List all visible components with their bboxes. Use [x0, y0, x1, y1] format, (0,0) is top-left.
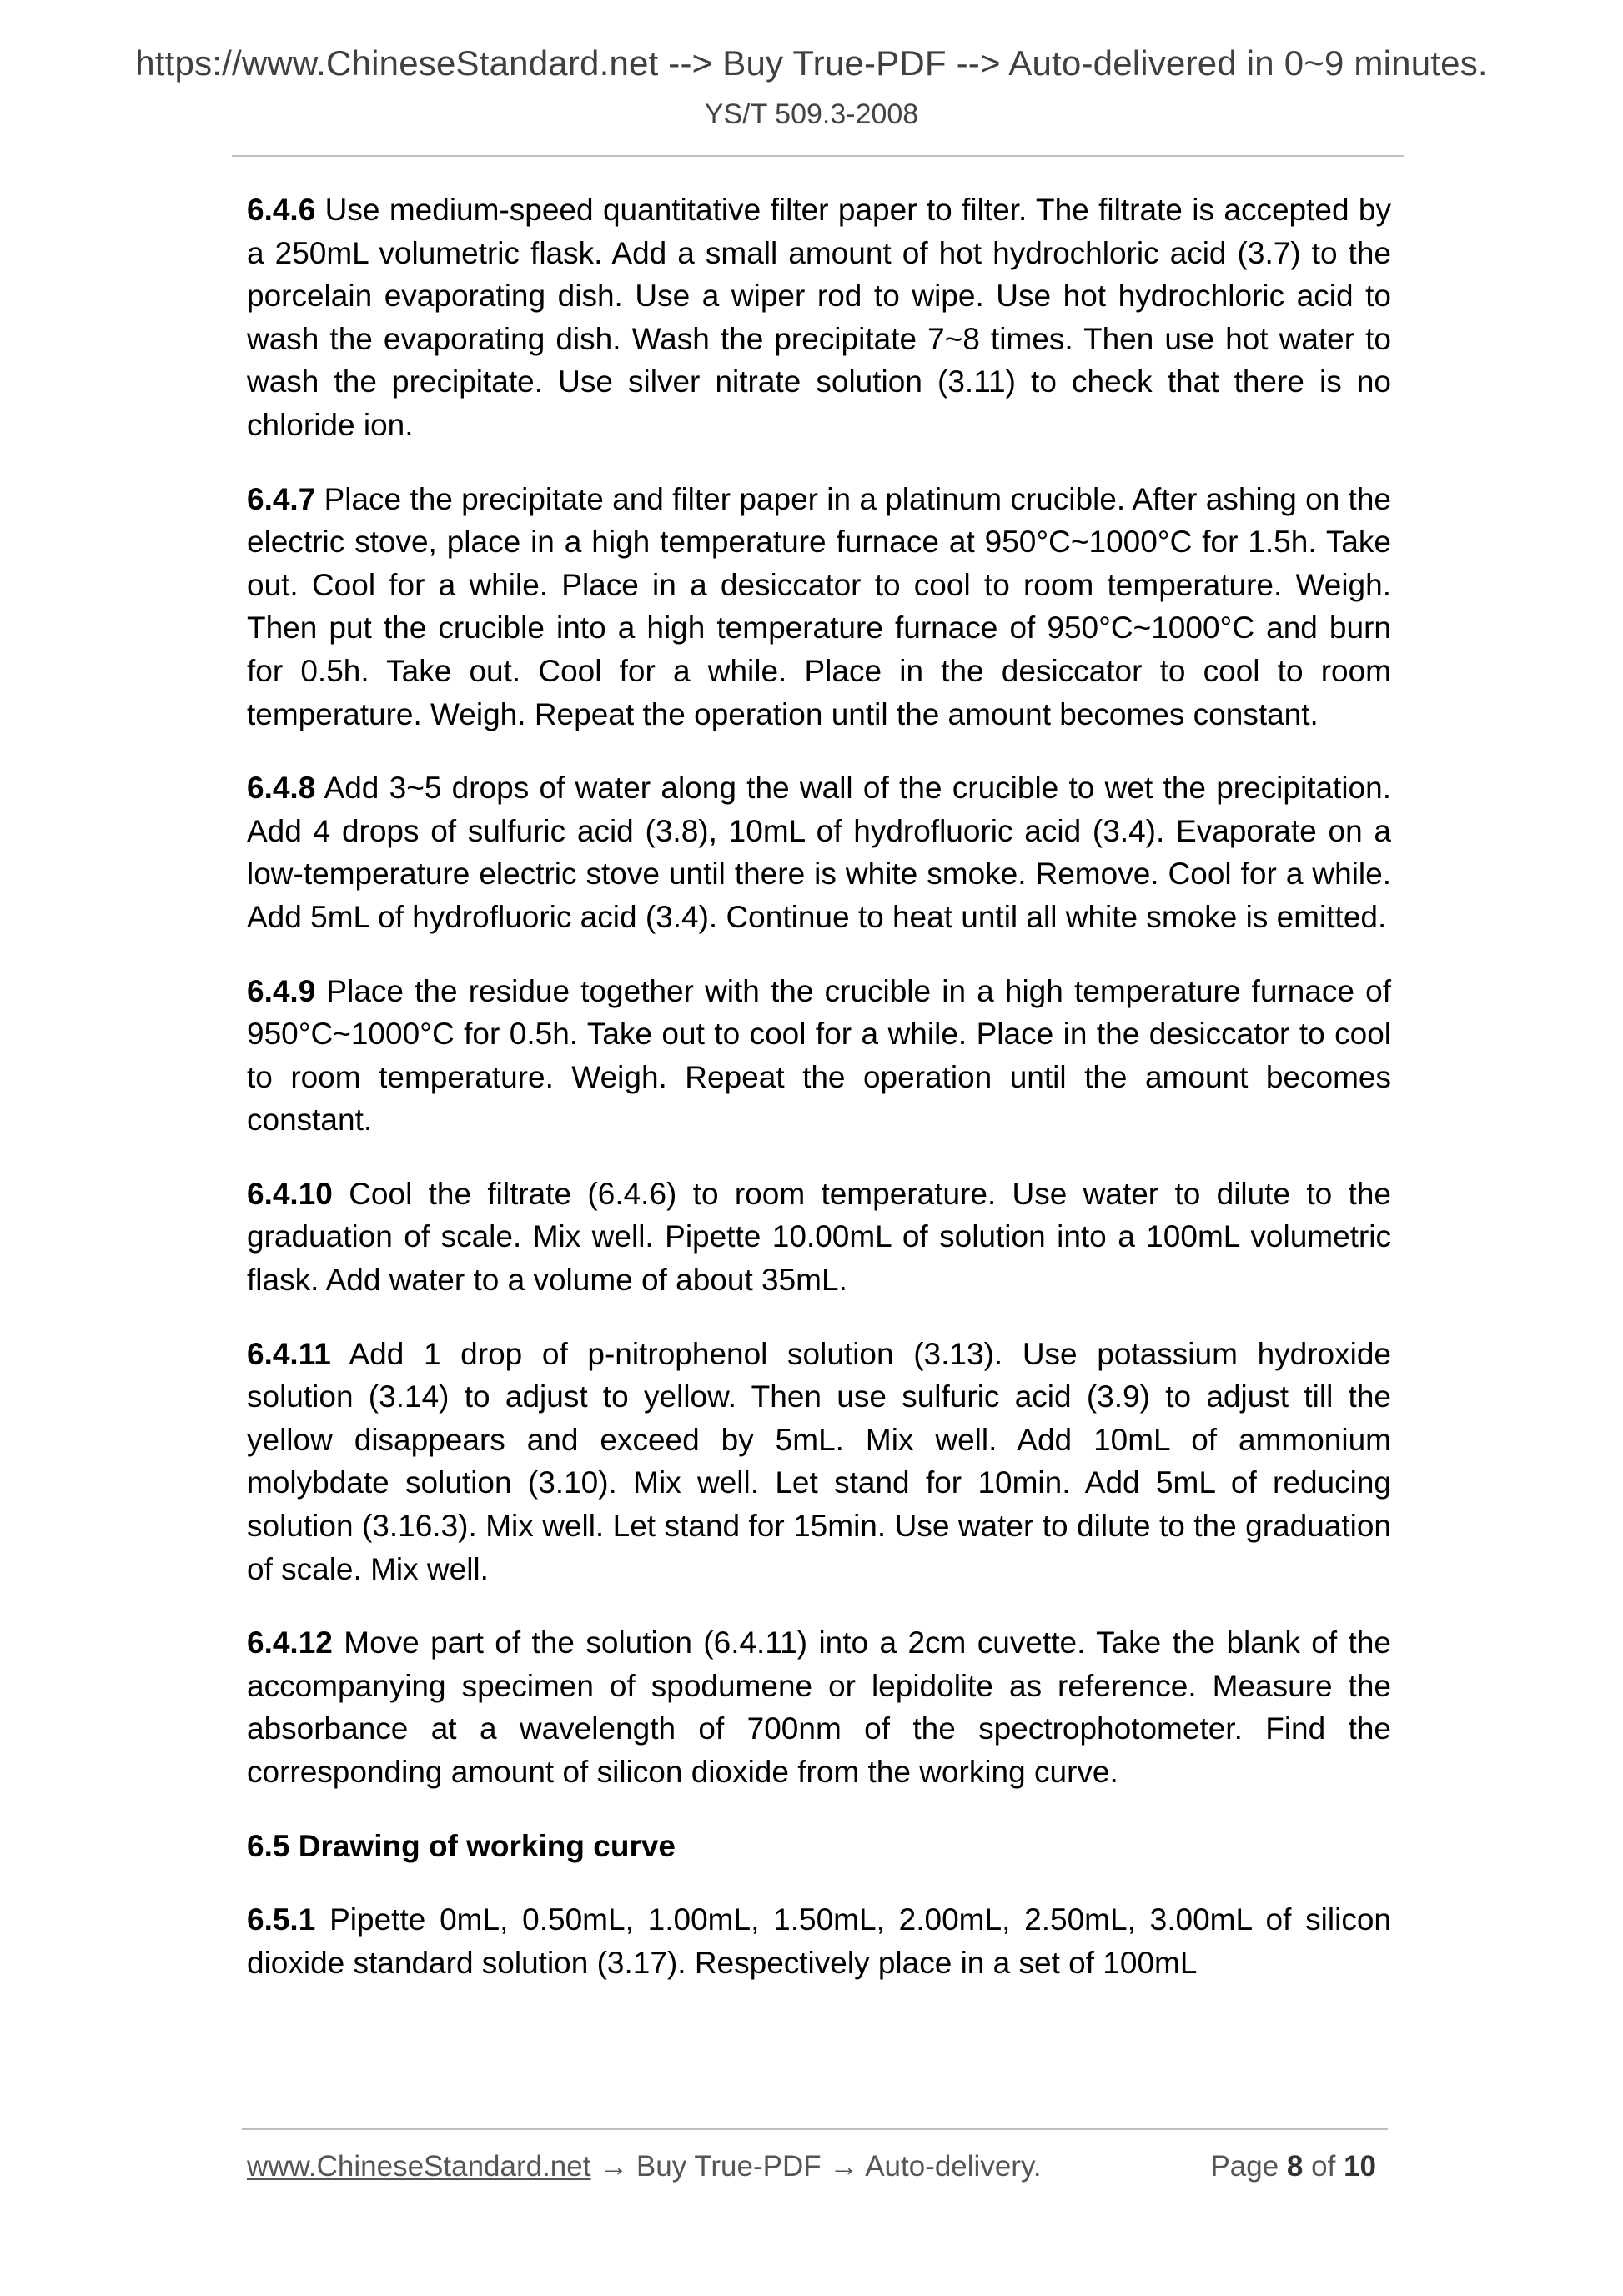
page-indicator	[1210, 2150, 1376, 2183]
clause-text: Add 3~5 drops of water along the wall of the crucible to wet the precipitation. Add 4 drops of sulfuric acid (3.8), 10mL of hydrofluoric acid (3.4). Evaporate on a low-temperature electric stove until there is white smoke. Remove. Cool for a while. Add 5mL of hydrofluoric acid (3.4). Continue to heat until all white smoke is emitted.	[247, 771, 1391, 934]
footer-delivery-text: Auto-delivery.	[865, 2150, 1042, 2183]
clause-6-5-1	[247, 1898, 1391, 1984]
clause-6-4-11	[247, 1333, 1391, 1591]
document-body	[247, 188, 1391, 2015]
clause-number: 6.4.7	[247, 481, 316, 516]
arrow-icon: →	[590, 2150, 636, 2183]
section-heading-6-5: 6.5 Drawing of working curve	[247, 1828, 676, 1863]
clause-number: 6.4.10	[247, 1176, 333, 1211]
clause-number: 6.5.1	[247, 1902, 316, 1937]
page-total: 10	[1344, 2150, 1376, 2183]
footer-divider	[242, 2128, 1388, 2130]
clause-number: 6.4.9	[247, 973, 316, 1008]
standard-code: YS/T 509.3-2008	[704, 98, 919, 130]
clause-6-4-7	[247, 478, 1391, 736]
clause-6-4-12	[247, 1621, 1391, 1793]
clause-text: Pipette 0mL, 0.50mL, 1.00mL, 1.50mL, 2.00mL, 2.50mL, 3.00mL of silicon dioxide standard solution (3.17). Respectively place in a set of 100mL	[247, 1902, 1391, 1980]
clause-6-4-10	[247, 1173, 1391, 1302]
clause-text: Cool the filtrate (6.4.6) to room temperature. Use water to dilute to the graduation of scale. Mix well. Pipette 10.00mL of solution into a 100mL volumetric flask. Add water to a volume of about 35mL.	[247, 1176, 1391, 1298]
clause-6-4-6	[247, 188, 1391, 447]
page-label: Page	[1210, 2150, 1279, 2183]
clause-6-4-8	[247, 766, 1391, 938]
footer-promo	[247, 2150, 1042, 2183]
footer-buy-text: Buy True-PDF	[636, 2150, 822, 2183]
clause-number: 6.4.12	[247, 1625, 333, 1660]
page-current: 8	[1286, 2150, 1304, 2183]
clause-text: Move part of the solution (6.4.11) into a 2cm cuvette. Take the blank of the accompanying specimen of spodumene or lepidolite as reference. Measure the absorbance at a wavelength of 700nm of the spectrophotometer. Find the corresponding amount of silicon dioxide from the working curve.	[247, 1625, 1391, 1789]
clause-text: Place the residue together with the crucible in a high temperature furnace of 950°C~1000°C for 0.5h. Take out to cool for a while. Place in the desiccator to cool to room temperature. Weigh. Repeat the operation until the amount becomes constant.	[247, 973, 1391, 1138]
clause-number: 6.4.6	[247, 193, 316, 227]
clause-text: Use medium-speed quantitative filter paper to filter. The filtrate is accepted by a 250mL volumetric flask. Add a small amount of hot hydrochloric acid (3.7) to the porcelain evaporating dish. Use a wiper rod to wipe. Use hot hydrochloric acid to wash the evaporating dish. Wash the precipitate 7~8 times. Then use hot water to wash the precipitate. Use silver nitrate solution (3.11) to check that there is no chloride ion.	[247, 193, 1391, 442]
clause-text: Place the precipitate and filter paper in a platinum crucible. After ashing on the electric stove, place in a high temperature furnace at 950°C~1000°C for 1.5h. Take out. Cool for a while. Place in a desiccator to cool to room temperature. Weigh. Then put the crucible into a high temperature furnace of 950°C~1000°C and burn for 0.5h. Take out. Cool for a while. Place in the desiccator to cool to room temperature. Weigh. Repeat the operation until the amount becomes constant.	[247, 481, 1391, 731]
arrow-icon: →	[821, 2150, 866, 2183]
clause-number: 6.4.8	[247, 771, 316, 806]
source-banner: https://www.ChineseStandard.net --> Buy True-PDF --> Auto-delivered in 0~9 minutes.	[135, 43, 1488, 83]
clause-6-4-9	[247, 970, 1391, 1142]
page-of: of	[1311, 2150, 1336, 2183]
clause-text: Add 1 drop of p-nitrophenol solution (3.13). Use potassium hydroxide solution (3.14) to adjust to yellow. Then use sulfuric acid (3.9) to adjust till the yellow disappears and exceed by 5mL. Mix well. Add 10mL of ammonium molybdate solution (3.10). Mix well. Let stand for 10min. Add 5mL of reducing solution (3.16.3). Mix well. Let stand for 15min. Use water to dilute to the graduation of scale. Mix well.	[247, 1336, 1391, 1586]
footer-site-link[interactable]: www.ChineseStandard.net	[247, 2150, 591, 2183]
header-divider	[232, 155, 1404, 157]
clause-number: 6.4.11	[247, 1336, 331, 1371]
